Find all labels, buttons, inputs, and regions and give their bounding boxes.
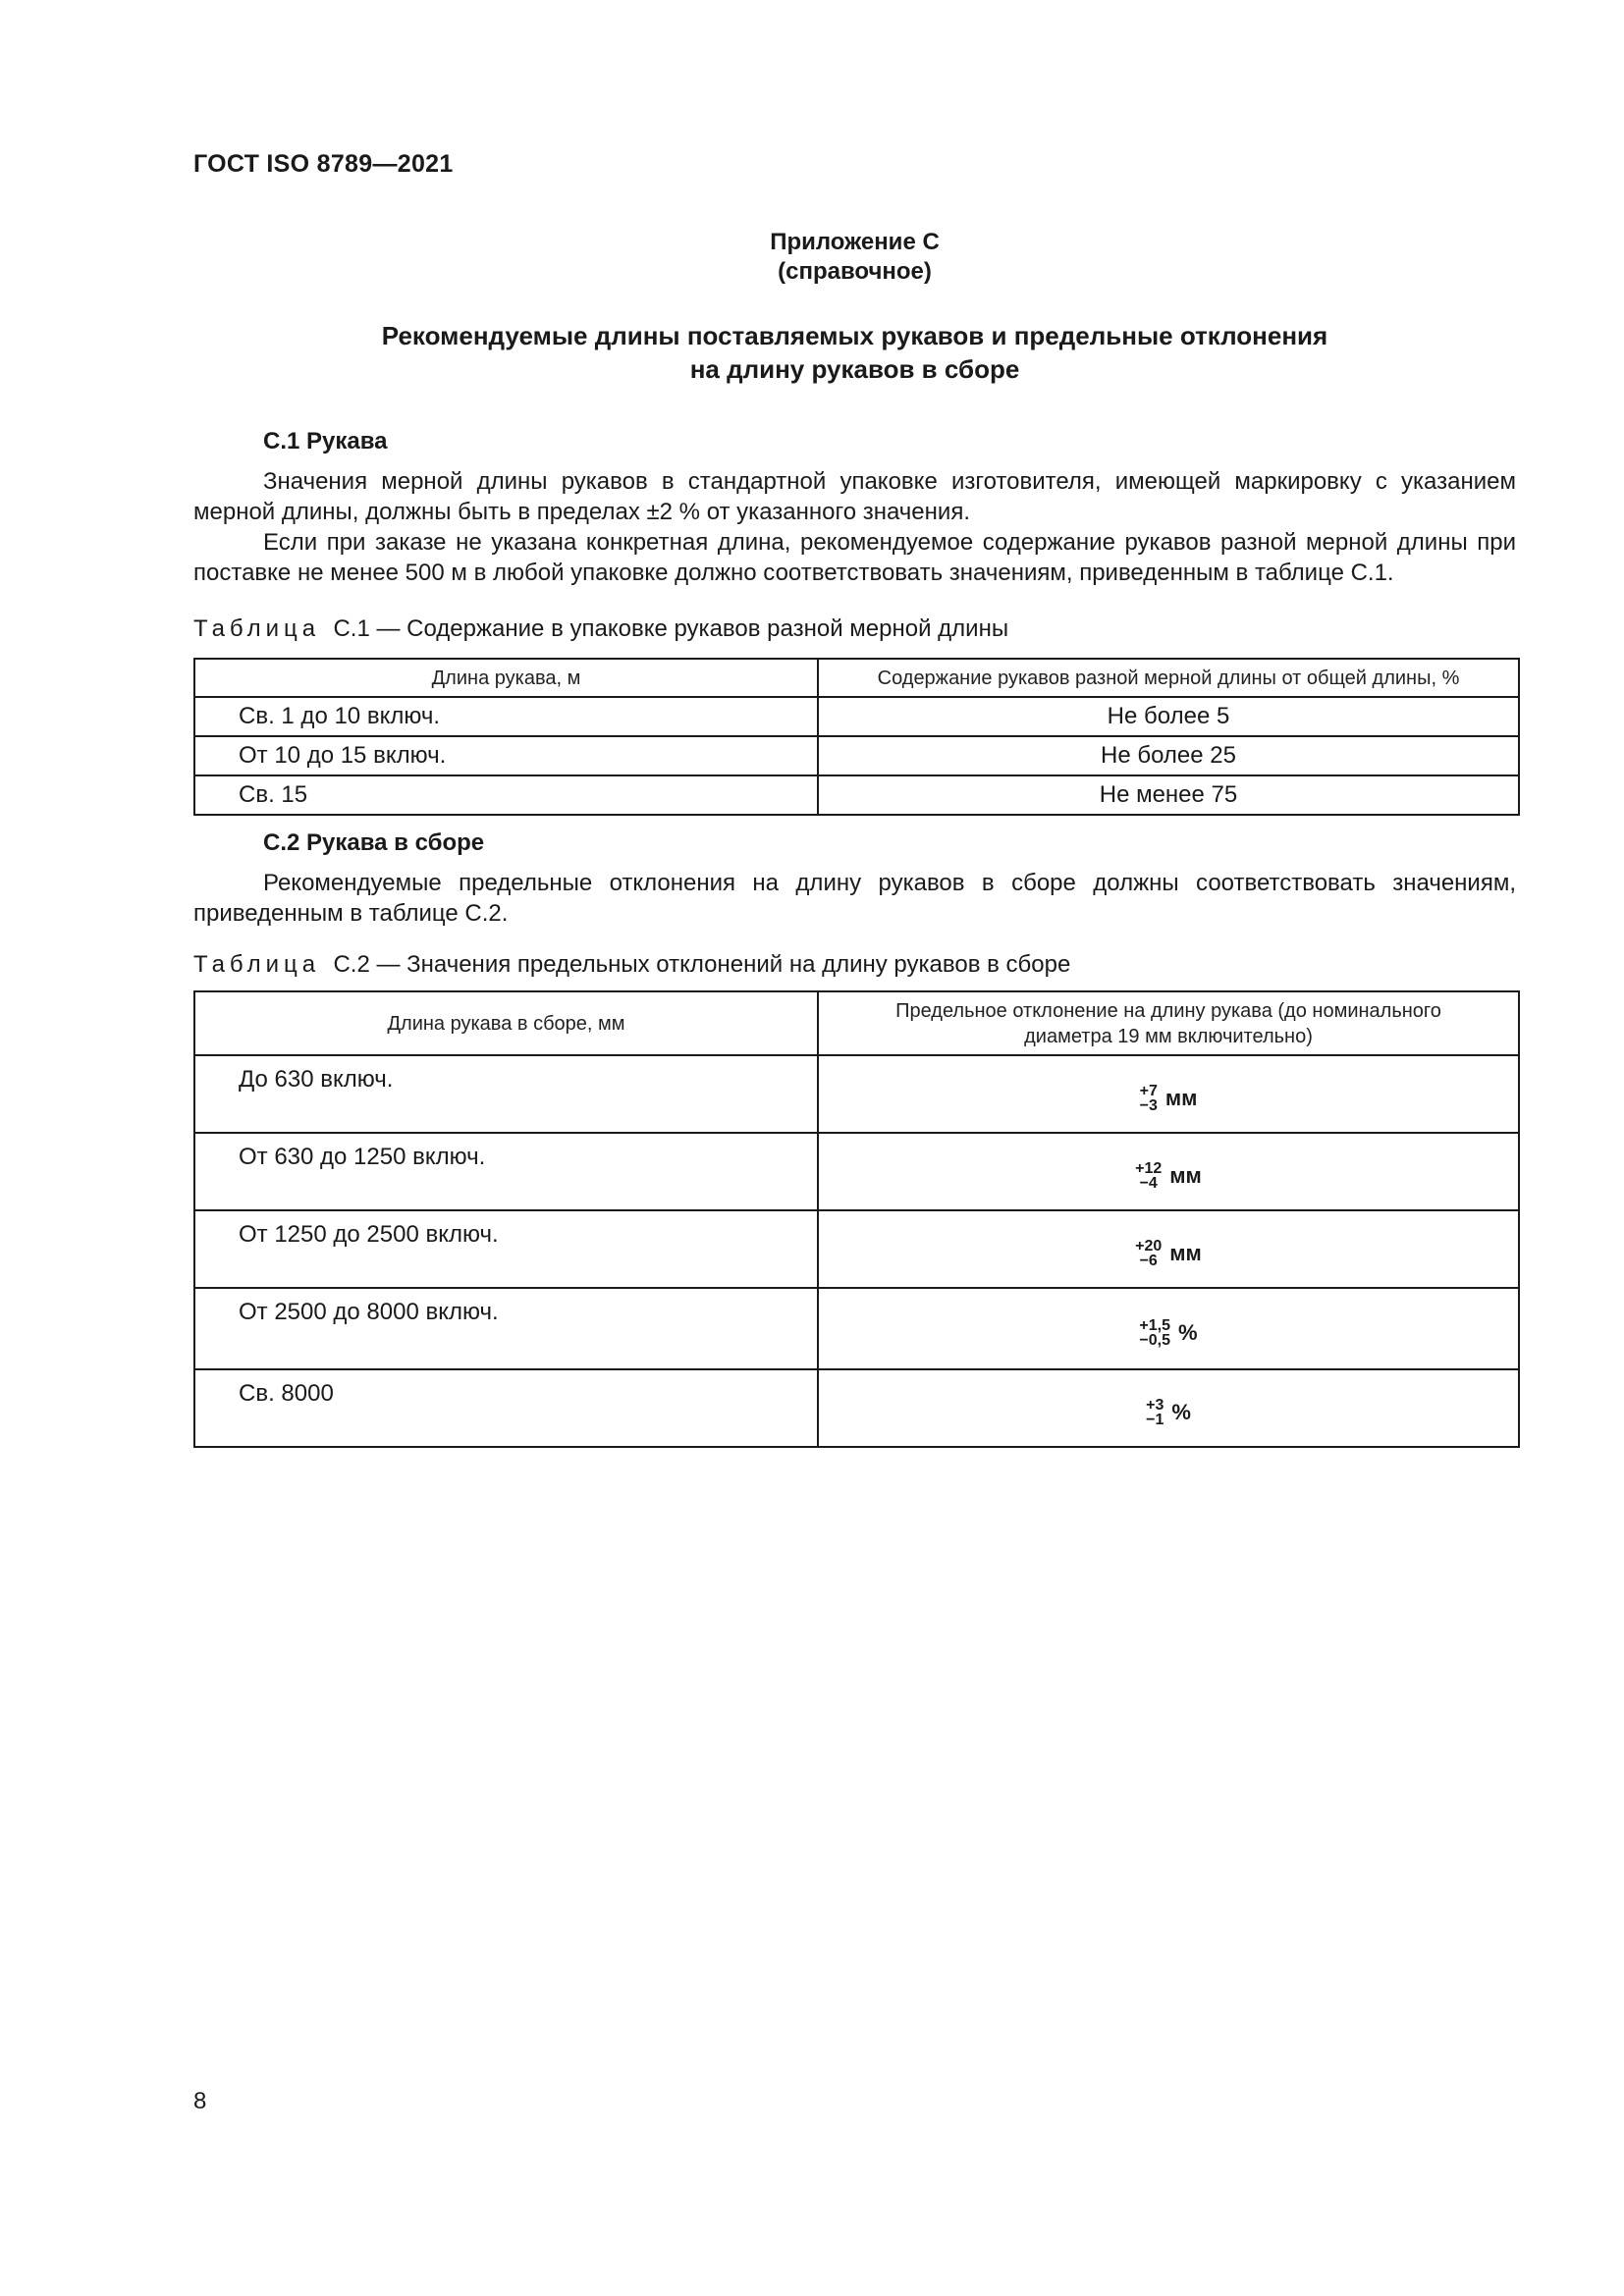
table-row (194, 736, 1519, 775)
tolerance-unit: мм (1164, 1086, 1198, 1110)
lower-deviation: −6 (1139, 1253, 1158, 1269)
main-title-line-1: Рекомендуемые длины поставляемых рукавов и предельные отклонения (381, 321, 1328, 350)
section-heading-c2: С.2 Рукава в сборе (263, 829, 485, 856)
table-header-cell: Предельное отклонение на длину рукава (до номинального диаметра 19 мм включительно) (818, 991, 1519, 1055)
paragraph: Рекомендуемые предельные отклонения на длину рукавов в сборе должны соответствовать значениям, приведенным в таблице С.2. (193, 870, 1516, 927)
tolerance-cell (818, 1055, 1519, 1133)
tolerance-cell (818, 1210, 1519, 1288)
section-c1-text (193, 466, 1516, 588)
tolerance-unit: % (1171, 1400, 1191, 1424)
caption-label: Таблица (193, 615, 321, 642)
table-header-cell: Содержание рукавов разной мерной длины от общей длины, % (818, 659, 1519, 697)
upper-deviation: +7 (1139, 1083, 1158, 1099)
tolerance-unit: мм (1169, 1241, 1202, 1265)
upper-deviation: +20 (1135, 1238, 1163, 1255)
tolerance-unit: % (1178, 1320, 1198, 1345)
document-id: ГОСТ ISO 8789—2021 (193, 150, 454, 178)
tolerance-value (1135, 1161, 1202, 1191)
upper-deviation: +1,5 (1139, 1317, 1171, 1334)
table-cell: Не менее 75 (818, 775, 1519, 815)
table-cell: Св. 1 до 10 включ. (194, 697, 818, 736)
table-row (194, 1133, 1519, 1210)
tolerance-value (1140, 1084, 1198, 1113)
tolerance-cell (818, 1133, 1519, 1210)
table-cell: От 630 до 1250 включ. (194, 1133, 818, 1210)
table-header-row (194, 991, 1519, 1055)
tolerance-cell (818, 1369, 1519, 1447)
table-header-cell: Длина рукава, м (194, 659, 818, 697)
table-cell: Не более 5 (818, 697, 1519, 736)
caption-text: С.1 — Содержание в упаковке рукавов разной мерной длины (333, 615, 1009, 642)
lower-deviation: −4 (1139, 1175, 1158, 1192)
section-heading-c1: С.1 Рукава (263, 428, 388, 454)
section-c2-text (193, 868, 1516, 929)
main-title (193, 319, 1516, 386)
table-c1-caption (193, 615, 1008, 643)
table-cell: Св. 15 (194, 775, 818, 815)
table-cell: От 10 до 15 включ. (194, 736, 818, 775)
lower-deviation: −0,5 (1139, 1332, 1171, 1349)
tolerance-stack (1139, 1318, 1170, 1348)
tolerance-stack (1140, 1084, 1158, 1113)
lower-deviation: −1 (1146, 1412, 1164, 1428)
table-cell: До 630 включ. (194, 1055, 818, 1133)
table-cell: Не более 25 (818, 736, 1519, 775)
table-cell: Св. 8000 (194, 1369, 818, 1447)
upper-deviation: +12 (1135, 1160, 1163, 1177)
caption-text: С.2 — Значения предельных отклонений на длину рукавов в сборе (333, 951, 1071, 978)
table-header-row (194, 659, 1519, 697)
tolerance-stack (1135, 1239, 1162, 1268)
page-number: 8 (193, 2088, 207, 2114)
caption-label: Таблица (193, 951, 321, 978)
tolerance-unit: мм (1169, 1163, 1202, 1188)
tolerance-value (1139, 1318, 1197, 1348)
table-c1 (193, 658, 1520, 816)
tolerance-stack (1135, 1161, 1162, 1191)
paragraph: Если при заказе не указана конкретная длина, рекомендуемое содержание рукавов разной мерной длины при поставке не менее 500 м в любой упаковке должно соответствовать значениям, приведенным в таблице С.1. (193, 529, 1516, 586)
table-row (194, 697, 1519, 736)
tolerance-value (1146, 1398, 1191, 1427)
appendix-note: (справочное) (778, 258, 932, 285)
main-title-line-2: на длину рукавов в сборе (689, 354, 1020, 384)
tolerance-stack (1146, 1398, 1164, 1427)
tolerance-cell (818, 1288, 1519, 1369)
table-header-cell: Длина рукава в сборе, мм (194, 991, 818, 1055)
appendix-title: Приложение С (770, 229, 940, 255)
table-c2 (193, 990, 1520, 1448)
table-c2-caption (193, 951, 1070, 979)
lower-deviation: −3 (1139, 1097, 1158, 1114)
table-row (194, 1288, 1519, 1369)
table-cell: От 1250 до 2500 включ. (194, 1210, 818, 1288)
table-cell: От 2500 до 8000 включ. (194, 1288, 818, 1369)
table-row (194, 1369, 1519, 1447)
table-row (194, 1210, 1519, 1288)
table-row (194, 1055, 1519, 1133)
tolerance-value (1135, 1239, 1202, 1268)
table-row (194, 775, 1519, 815)
upper-deviation: +3 (1146, 1397, 1164, 1414)
paragraph: Значения мерной длины рукавов в стандартной упаковке изготовителя, имеющей маркировку с указанием мерной длины, должны быть в пределах ±2 % от указанного значения. (193, 468, 1516, 525)
